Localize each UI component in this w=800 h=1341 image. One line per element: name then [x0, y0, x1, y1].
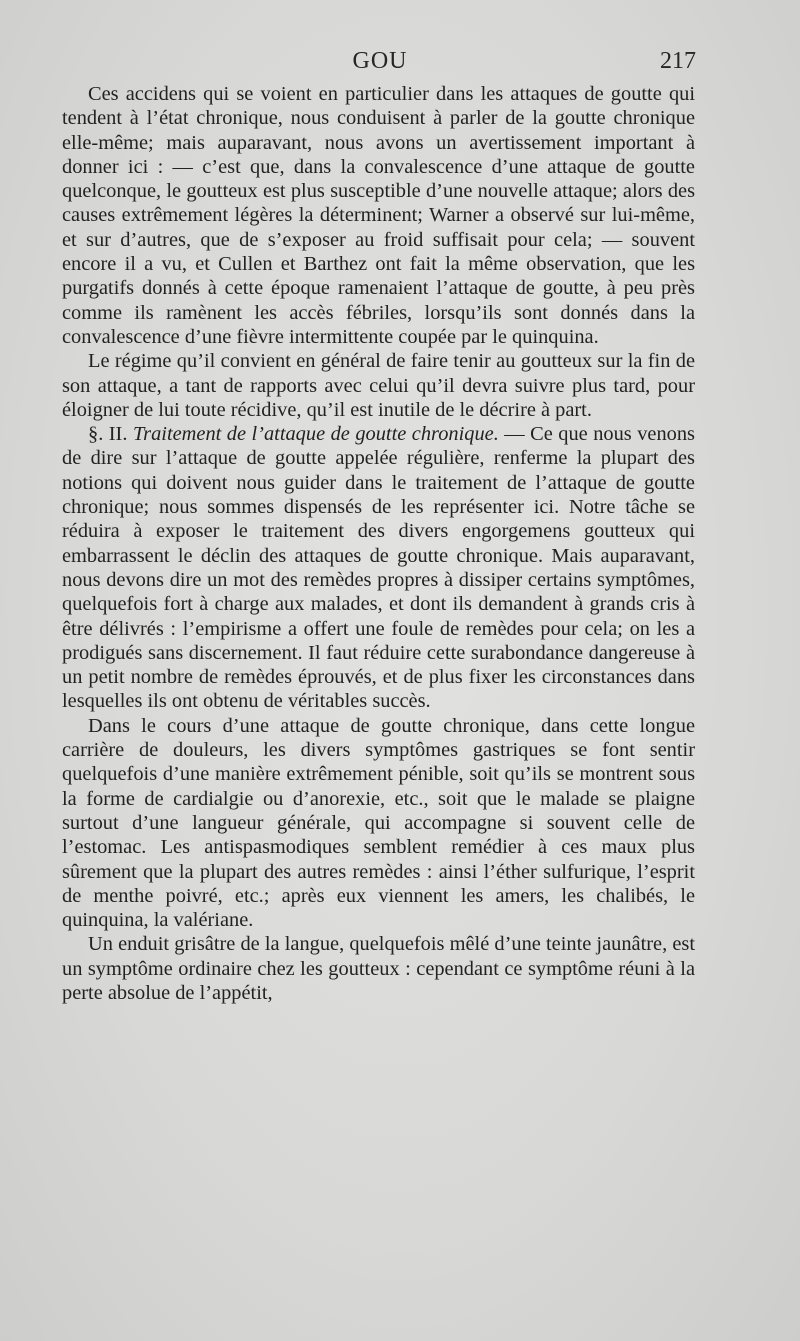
paragraph-3 — [62, 422, 695, 714]
body-text — [62, 82, 695, 1005]
page-number: 217 — [660, 48, 696, 74]
paragraph-3-body: — Ce que nous venons de dire sur l’attaque de goutte appelée régulière, renferme la plupart des notions qui doivent nous guider dans le traitement de l’attaque de goutte chronique; nous sommes dispensés de les représenter ici. Notre tâche se réduira à exposer le traitement des divers engorgemens goutteux qui embarrassent le déclin des attaques de goutte chronique. Mais auparavant, nous devons dire un mot des remèdes propres à dissiper certains symptômes, quelquefois fort à charge aux malades, et dont ils demandent à grands cris à être délivrés : l’empirisme a offert une foule de remèdes pour cela; on les a prodigués sans discernement. Il faut réduire cette surabondance dangereuse à un petit nombre de remèdes éprouvés, et de plus fixer les circonstances dans lesquelles ils ont obtenu de véritables succès. — [62, 423, 695, 713]
section-title: Traitement de l’attaque de goutte chronique. — [132, 423, 499, 446]
paragraph-4: Dans le cours d’une attaque de goutte chronique, dans cette longue carrière de douleurs, les divers symptômes gastriques se font sentir quelquefois d’une manière extrêmement pénible, soit qu’ils se montrent sous la forme de cardialgie ou d’anorexie, etc., soit que le malade se plaigne surtout d’une langueur générale, qui accompagne si souvent celle de l’estomac. Les antispasmodiques semblent remédier à ces maux plus sûrement que la plupart des autres remèdes : ainsi l’éther sulfurique, l’esprit de menthe poivré, etc.; après eux viennent les amers, les chalibés, le quinquina, la valériane. — [62, 714, 695, 932]
paragraph-2: Le régime qu’il convient en général de faire tenir au goutteux sur la fin de son attaque, a tant de rapports avec celui qu’il devra suivre plus tard, pour éloigner de lui toute récidive, qu’il est inutile de le décrire à part. — [62, 350, 695, 421]
page-header — [60, 48, 700, 80]
section-number: §. II. — [88, 423, 128, 446]
paragraph-1: Ces accidens qui se voient en particulier dans les attaques de goutte qui tendent à l’état chronique, nous conduisent à parler de la goutte chronique elle-même; mais auparavant, nous avons un avertissement important à donner ici : — c’est que, dans la convalescence d’une attaque de goutte quelconque, le goutteux est plus susceptible d’une nouvelle attaque; alors des causes extrêmement légères la déterminent; Warner a observé sur lui-même, et sur d’autres, que de s’exposer au froid suffisait pour cela; — souvent encore il a vu, et Cullen et Barthez ont fait la même observation, que les purgatifs donnés à cette époque ramenaient l’attaque de goutte, à peu près comme ils ramènent les accès fébriles, lorsqu’ils sont donnés dans la convalescence d’une fièvre intermittente coupée par le quinquina. — [62, 83, 695, 348]
paragraph-5: Un enduit grisâtre de la langue, quelquefois mêlé d’une teinte jaunâtre, est un symptôme ordinaire chez les goutteux : cependant ce symptôme réuni à la perte absolue de l’appétit, — [62, 933, 695, 1004]
running-head: GOU — [352, 48, 408, 74]
